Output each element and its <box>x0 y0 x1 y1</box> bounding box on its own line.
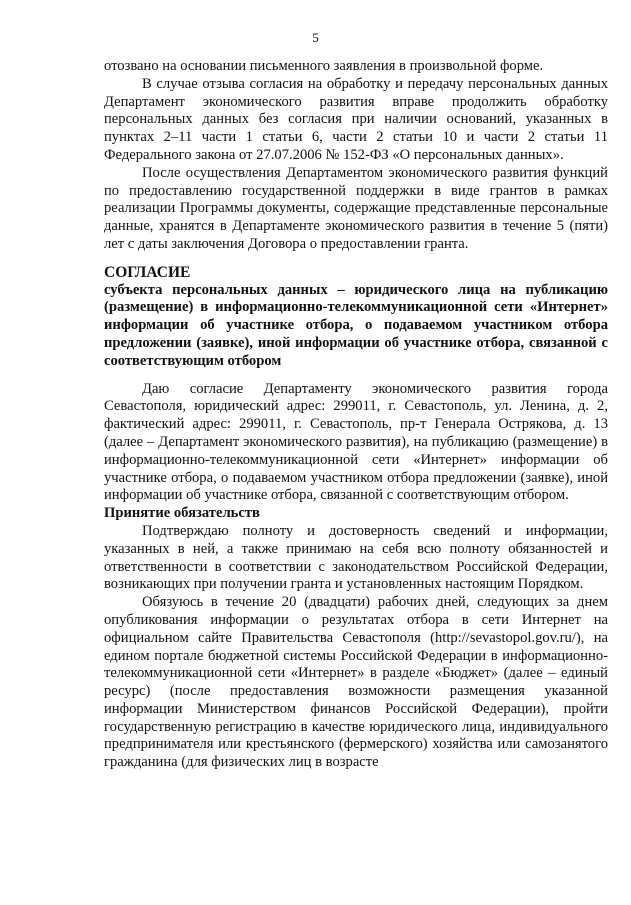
paragraph-withdrawal-processing: В случае отзыва согласия на обработку и передачу персональных данных Департамент экономического развития вправе продолжить обработку персональных данных без согласия при наличии оснований, указанных в пунктах 2–11 части 1 статьи 6, части 2 статьи 10 и части 2 статьи 11 Федерального закона от 27.07.2006 № 152-ФЗ «О персональных данных». <box>104 75 608 163</box>
obligations-title: Принятие обязательств <box>104 505 260 522</box>
paragraph-storage-period: После осуществления Департаментом экономического развития функций по предоставлению государственной поддержки в виде грантов в рамках реализации Программы документы, содержащие представленные персональные данные, хранятся в Департаменте экономического развития в течение 5 (пяти) лет с даты заключения Договора о предоставлении гранта. <box>104 164 608 252</box>
paragraph-confirmation: Подтверждаю полноту и достоверность сведений и информации, указанных в ней, а также принимаю на себя всю полноту обязанностей и ответственности в соответствии с законодательством Российской Федерации, возникающих при получении гранта и установленных настоящим Порядком. <box>104 522 608 593</box>
document-body <box>104 58 608 772</box>
consent-title: СОГЛАСИЕ <box>104 263 191 281</box>
paragraph-consent-text: Даю согласие Департаменту экономического развития города Севастополя, юридический адрес: 299011, г. Севастополь, ул. Ленина, д. 2, фактический адрес: 299011, г. Севастополь, пр-т Генерала Острякова, д. 13 (далее – Департамент экономического развития), на публикацию (размещение) в информационно-телекоммуникационной сети «Интернет» информации об участнике отбора, о подаваемом участником отбора предложении (заявке), иной информации об участнике отбора, связанной с соответствующим отбором. <box>104 380 608 504</box>
paragraph-withdrawal-form: отозвано на основании письменного заявления в произвольной форме. <box>104 58 544 74</box>
paragraph-registration-obligation: Обязуюсь в течение 20 (двадцати) рабочих дней, следующих за днем опубликования информации о результатах отбора в сети Интернет на официальном сайте Правительства Севастополя (http://sevastopol.gov.ru/), на едином портале бюджетной системы Российской Федерации в информационно-телекоммуникационной сети «Интернет» в разделе «Бюджет» (далее – единый ресурс) (после предоставления возможности размещения указанной информации Министерством финансов Российской Федерации), пройти государственную регистрацию в качестве юридического лица, индивидуального предпринимателя или крестьянского (фермерского) хозяйства или самозанятого гражданина (для физических лиц в возрасте <box>104 594 608 771</box>
consent-subtitle: субъекта персональных данных – юридического лица на публикацию (размещение) в информационно-телекоммуникационной сети «Интернет» информации об участнике отбора, о подаваемом участником отбора предложении (заявке), иной информации об участнике отбора, связанной с соответствующим отбором <box>104 281 608 369</box>
page-number: 5 <box>312 30 319 45</box>
